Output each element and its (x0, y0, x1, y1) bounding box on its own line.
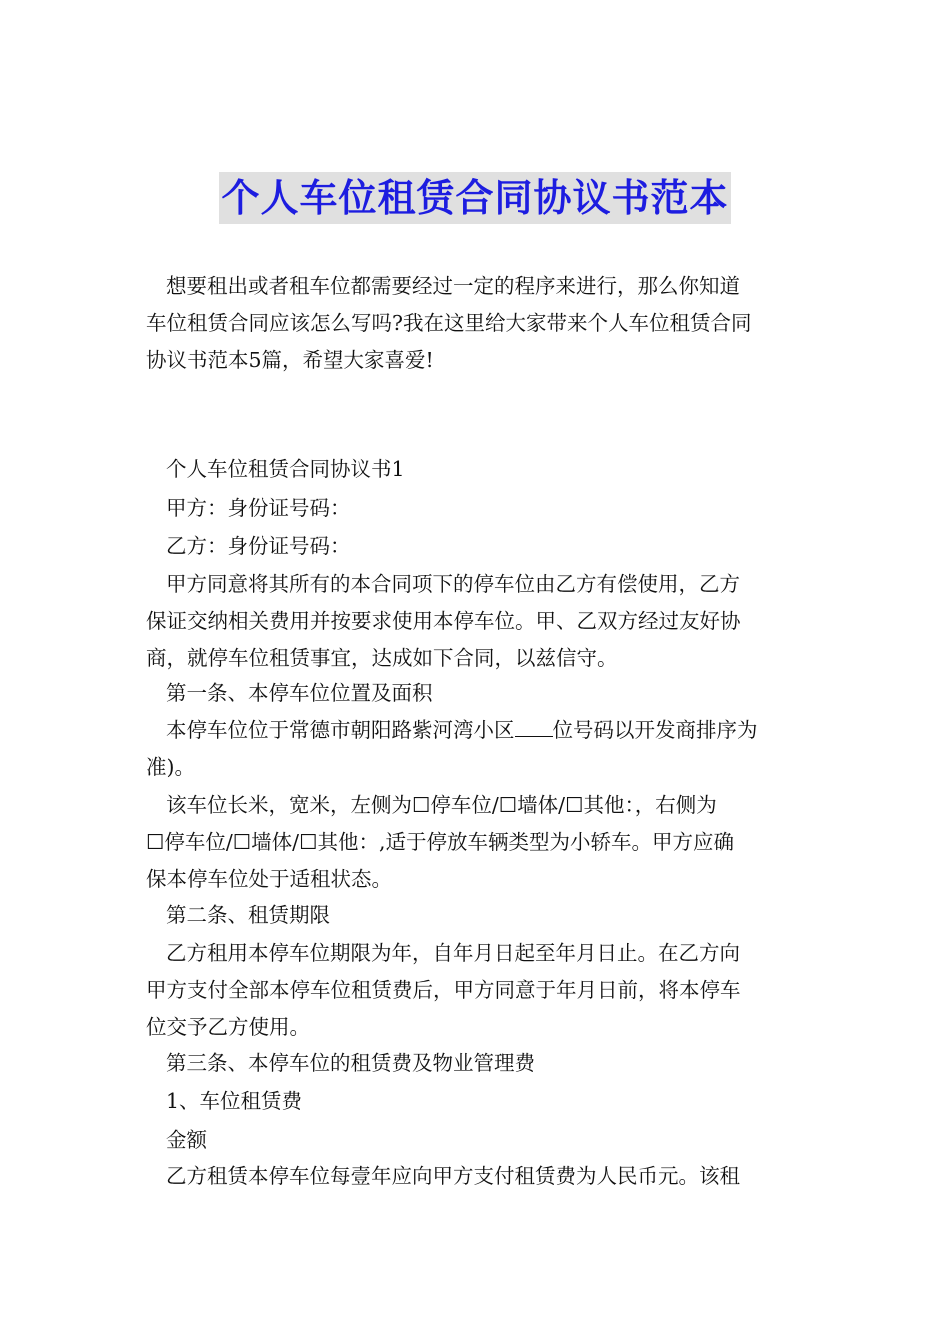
paragraph-line: 准)。 (146, 755, 195, 779)
agreement-paragraph (146, 566, 806, 677)
paragraph-line: 乙方租用本停车位期限为年，自年月日起至年月日止。在乙方向 (166, 941, 740, 965)
paragraph-line: 甲方同意将其所有的本合同项下的停车位由乙方有偿使用，乙方 (166, 572, 740, 596)
article-2-paragraph (146, 935, 806, 1046)
article-heading-text: 第一条、本停车位位置及面积 (166, 681, 433, 705)
party-b-line (146, 528, 806, 565)
contract-heading-text: 个人车位租赁合同协议书1 (166, 457, 405, 481)
blank-underline (515, 716, 553, 737)
amount-text: 金额 (166, 1128, 207, 1152)
intro-paragraph (146, 268, 806, 379)
document-title: 个人车位租赁合同协议书范本 (219, 172, 730, 224)
item-1-heading (146, 1083, 806, 1120)
intro-line: 想要租出或者租车位都需要经过一定的程序来进行，那么你知道 (166, 274, 740, 298)
title-container (0, 172, 950, 224)
article-heading-text: 第二条、租赁期限 (166, 903, 330, 927)
article-heading-text: 第三条、本停车位的租赁费及物业管理费 (166, 1051, 535, 1075)
intro-line: 车位租赁合同应该怎么写吗?我在这里给大家带来个人车位租赁合同 (146, 311, 752, 335)
location-text: 本停车位位于常德市朝阳路紫河湾小区 (166, 718, 515, 742)
article-2-heading (146, 897, 806, 934)
location-text-cont: 位号码以开发商排序为 (552, 718, 758, 742)
paragraph-line: 甲方支付全部本停车位租赁费后，甲方同意于年月日前，将本停车 (146, 978, 741, 1002)
contract-heading (146, 451, 806, 488)
party-b-text: 乙方：身份证号码： (166, 534, 351, 558)
paragraph-line: ☐停车位/☐墙体/☐其他：,适于停放车辆类型为小轿车。甲方应确 (146, 830, 734, 854)
paragraph-line: 保本停车位处于适租状态。 (146, 867, 392, 891)
party-a-text: 甲方：身份证号码： (166, 496, 351, 520)
intro-line: 协议书范本5篇，希望大家喜爱! (146, 348, 434, 372)
paragraph-line (146, 712, 806, 749)
paragraph-line: 位交予乙方使用。 (146, 1015, 310, 1039)
article-3-heading (146, 1045, 806, 1082)
paragraph-line: 乙方租赁本停车位每壹年应向甲方支付租赁费为人民币元。该租 (166, 1164, 740, 1188)
amount-label (146, 1122, 806, 1159)
article-3-paragraph (146, 1158, 806, 1195)
paragraph-line: 保证交纳相关费用并按要求使用本停车位。甲、乙双方经过友好协 (146, 609, 741, 633)
article-1-paragraph-2 (146, 787, 806, 898)
paragraph-line: 商，就停车位租赁事宜，达成如下合同，以兹信守。 (146, 646, 618, 670)
article-1-heading (146, 675, 806, 712)
item-heading-text: 1、车位租赁费 (166, 1089, 303, 1113)
article-1-paragraph-1 (146, 712, 806, 786)
paragraph-line: 该车位长米，宽米，左侧为☐停车位/☐墙体/☐其他：，右侧为 (166, 793, 717, 817)
party-a-line (146, 490, 806, 527)
